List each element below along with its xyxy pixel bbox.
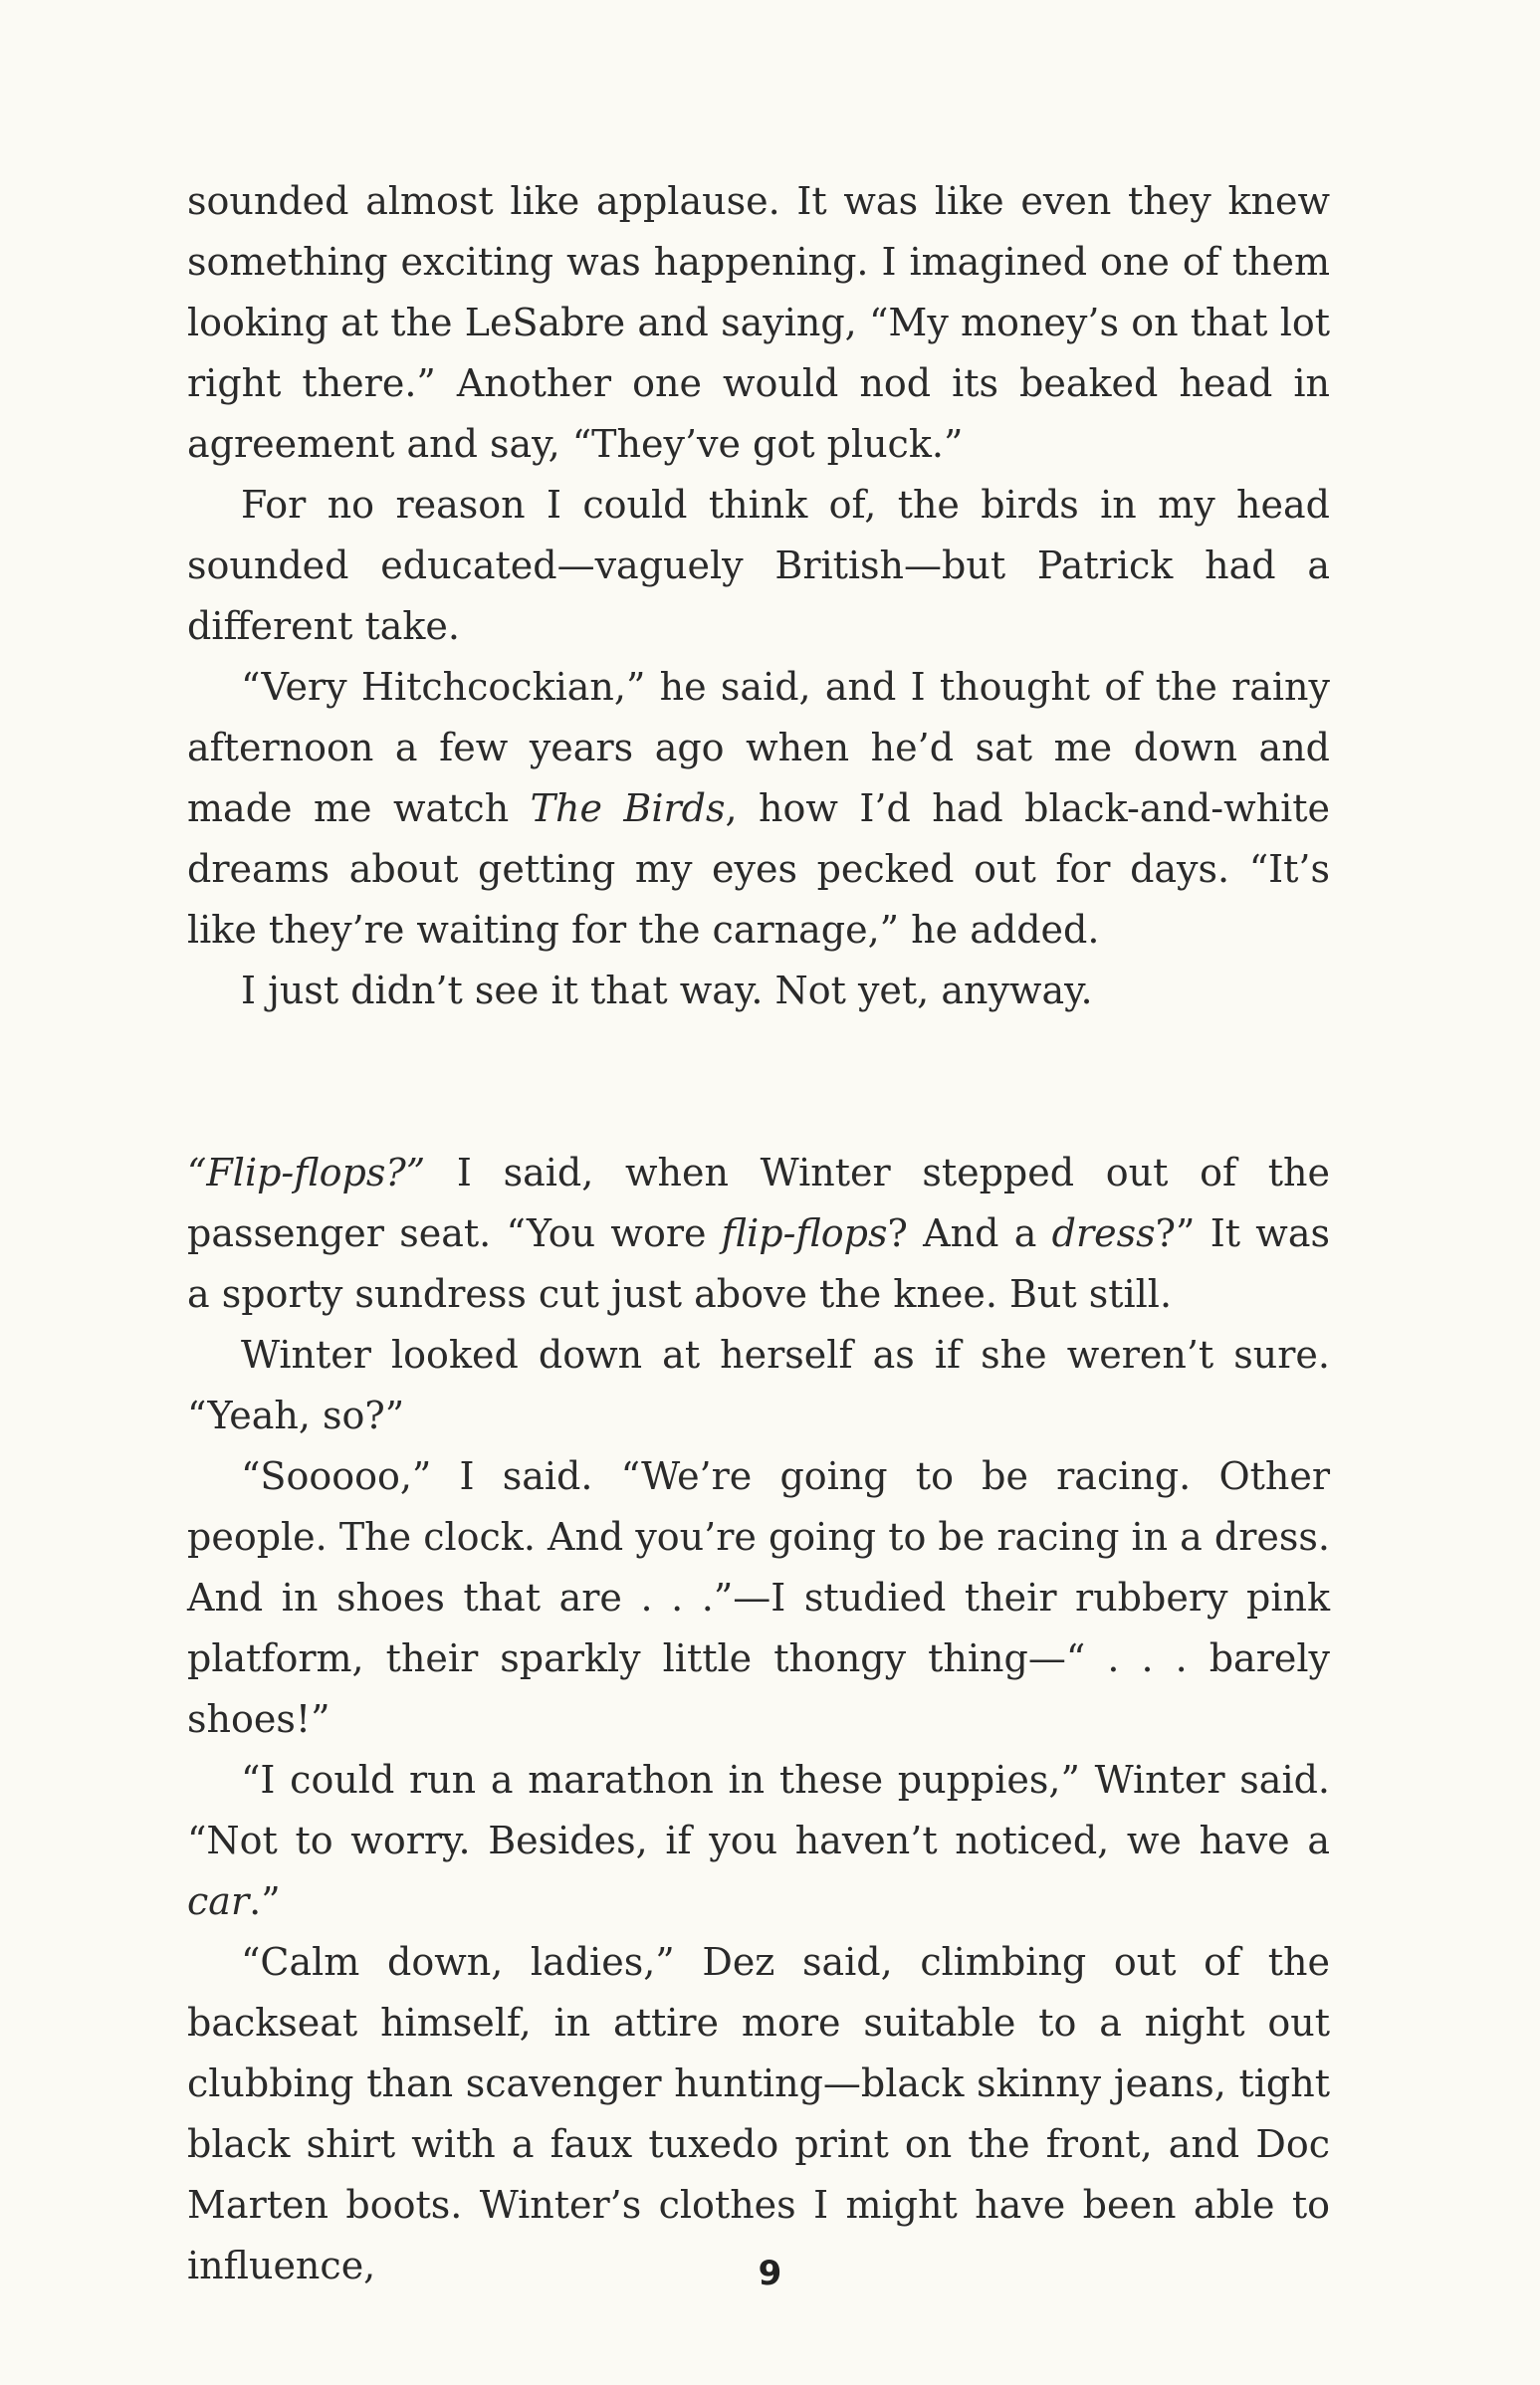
- page-body: [187, 171, 1330, 2296]
- italic-text: dress: [1051, 1211, 1156, 1255]
- paragraph: [187, 171, 1330, 475]
- paragraph: [187, 1143, 1330, 1325]
- paragraph: [187, 1325, 1330, 1446]
- text-run: , how I’d had black-and-white dreams about getting my eyes pecked out for days. “It’s like they’re waiting for the carnage,” he added.: [187, 786, 1330, 952]
- paragraph: [187, 1932, 1330, 2296]
- text-run: I just didn’t see it that way. Not yet, anyway.: [241, 969, 1093, 1012]
- text-run: .”: [249, 1879, 281, 1923]
- italic-text: The Birds: [530, 786, 726, 830]
- text-run: “I could run a marathon in these puppies,” Winter said. “Not to worry. Besides, if you haven’t noticed, we have a: [187, 1758, 1330, 1862]
- text-run: ?” It was a sporty sundress cut just above the knee. But still.: [187, 1211, 1330, 1316]
- text-run: Winter looked down at herself as if she weren’t sure. “Yeah, so?”: [187, 1333, 1330, 1437]
- section-break: [187, 1021, 1330, 1143]
- text-run: “Very Hitchcockian,” he said, and I thought of the rainy afternoon a few years ago when he’d sat me down and made me watch: [187, 665, 1330, 830]
- text-run: “Sooooo,” I said. “We’re going to be racing. Other people. The clock. And you’re going to be racing in a dress. And in shoes that are . . .”—I studied their rubbery pink platform, their sparkly little thongy thing—“ . . . barely shoes!”: [187, 1454, 1330, 1741]
- paragraph: [187, 1750, 1330, 1932]
- text-run: sounded almost like applause. It was like even they knew something exciting was happening. I imagined one of them looking at the LeSabre and saying, “My money’s on that lot right there.” Another one would nod its beaked head in agreement and say, “They’ve got pluck.”: [187, 179, 1330, 466]
- text-run: I said, when Winter stepped out of the passenger seat. “You wore: [187, 1151, 1330, 1255]
- text-run: “Calm down, ladies,” Dez said, climbing out of the backseat himself, in attire more suitable to a night out clubbing than scavenger hunting—black skinny jeans, tight black shirt with a faux tuxedo print on the front, and Doc Marten boots. Winter’s clothes I might have been able to influence,: [187, 1940, 1330, 2287]
- italic-text: flip-flops: [721, 1211, 888, 1255]
- italic-text: “Flip-flops?”: [187, 1151, 426, 1194]
- text-run: For no reason I could think of, the birds in my head sounded educated—vaguely British—but Patrick had a different take.: [187, 483, 1330, 648]
- paragraph: [187, 961, 1330, 1021]
- text-run: ? And a: [887, 1211, 1052, 1255]
- italic-text: car: [187, 1879, 250, 1923]
- paragraph: [187, 657, 1330, 961]
- page-number: 9: [758, 2254, 782, 2293]
- paragraph: [187, 475, 1330, 657]
- paragraph: [187, 1446, 1330, 1750]
